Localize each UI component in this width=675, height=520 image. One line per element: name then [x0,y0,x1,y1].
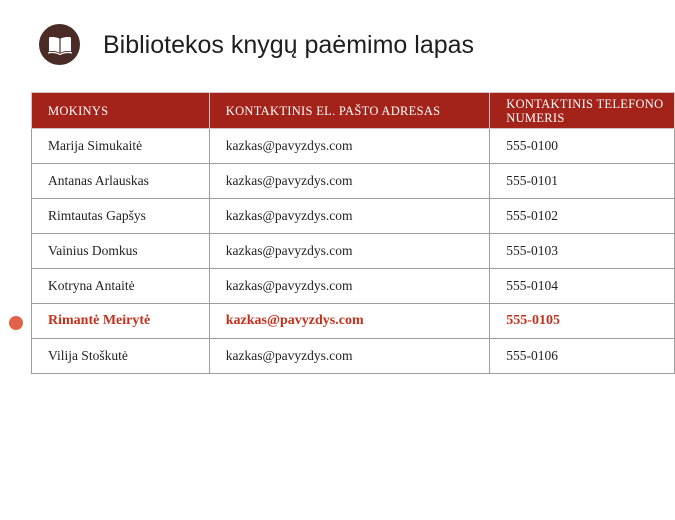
column-header-email: KONTAKTINIS EL. PAŠTO ADRESAS [209,93,490,129]
column-header-student: MOKINYS [32,93,210,129]
email-cell: kazkas@pavyzdys.com [209,269,490,304]
phone-cell: 555-0106 [490,339,675,374]
student-name-cell: Antanas Arlauskas [32,164,210,199]
student-name-cell: Kotryna Antaitė [32,269,210,304]
page-title: Bibliotekos knygų paėmimo lapas [103,31,475,59]
table-row-highlighted [32,304,675,339]
phone-cell: 555-0103 [490,234,675,269]
phone-cell: 555-0102 [490,199,675,234]
table-row [32,129,675,164]
logo [39,24,80,65]
open-book-icon [47,35,73,55]
student-name-cell: Vilija Stoškutė [32,339,210,374]
email-cell: kazkas@pavyzdys.com [209,234,490,269]
email-cell: kazkas@pavyzdys.com [209,199,490,234]
student-name-cell: Marija Simukaitė [32,129,210,164]
phone-cell: 555-0105 [490,304,675,339]
table-header-row [32,93,675,129]
table-row [32,269,675,304]
email-cell: kazkas@pavyzdys.com [209,164,490,199]
email-cell: kazkas@pavyzdys.com [209,129,490,164]
row-marker-dot [9,316,23,330]
email-cell: kazkas@pavyzdys.com [209,339,490,374]
student-name-cell: Rimantė Meirytė [32,304,210,339]
phone-cell: 555-0104 [490,269,675,304]
table-row [32,164,675,199]
student-name-cell: Rimtautas Gapšys [32,199,210,234]
table-row [32,234,675,269]
table-row [32,339,675,374]
borrowing-table [31,92,675,374]
phone-cell: 555-0100 [490,129,675,164]
phone-cell: 555-0101 [490,164,675,199]
column-header-phone: KONTAKTINIS TELEFONO NUMERIS [490,93,675,129]
email-cell: kazkas@pavyzdys.com [209,304,490,339]
table-row [32,199,675,234]
student-name-cell: Vainius Domkus [32,234,210,269]
